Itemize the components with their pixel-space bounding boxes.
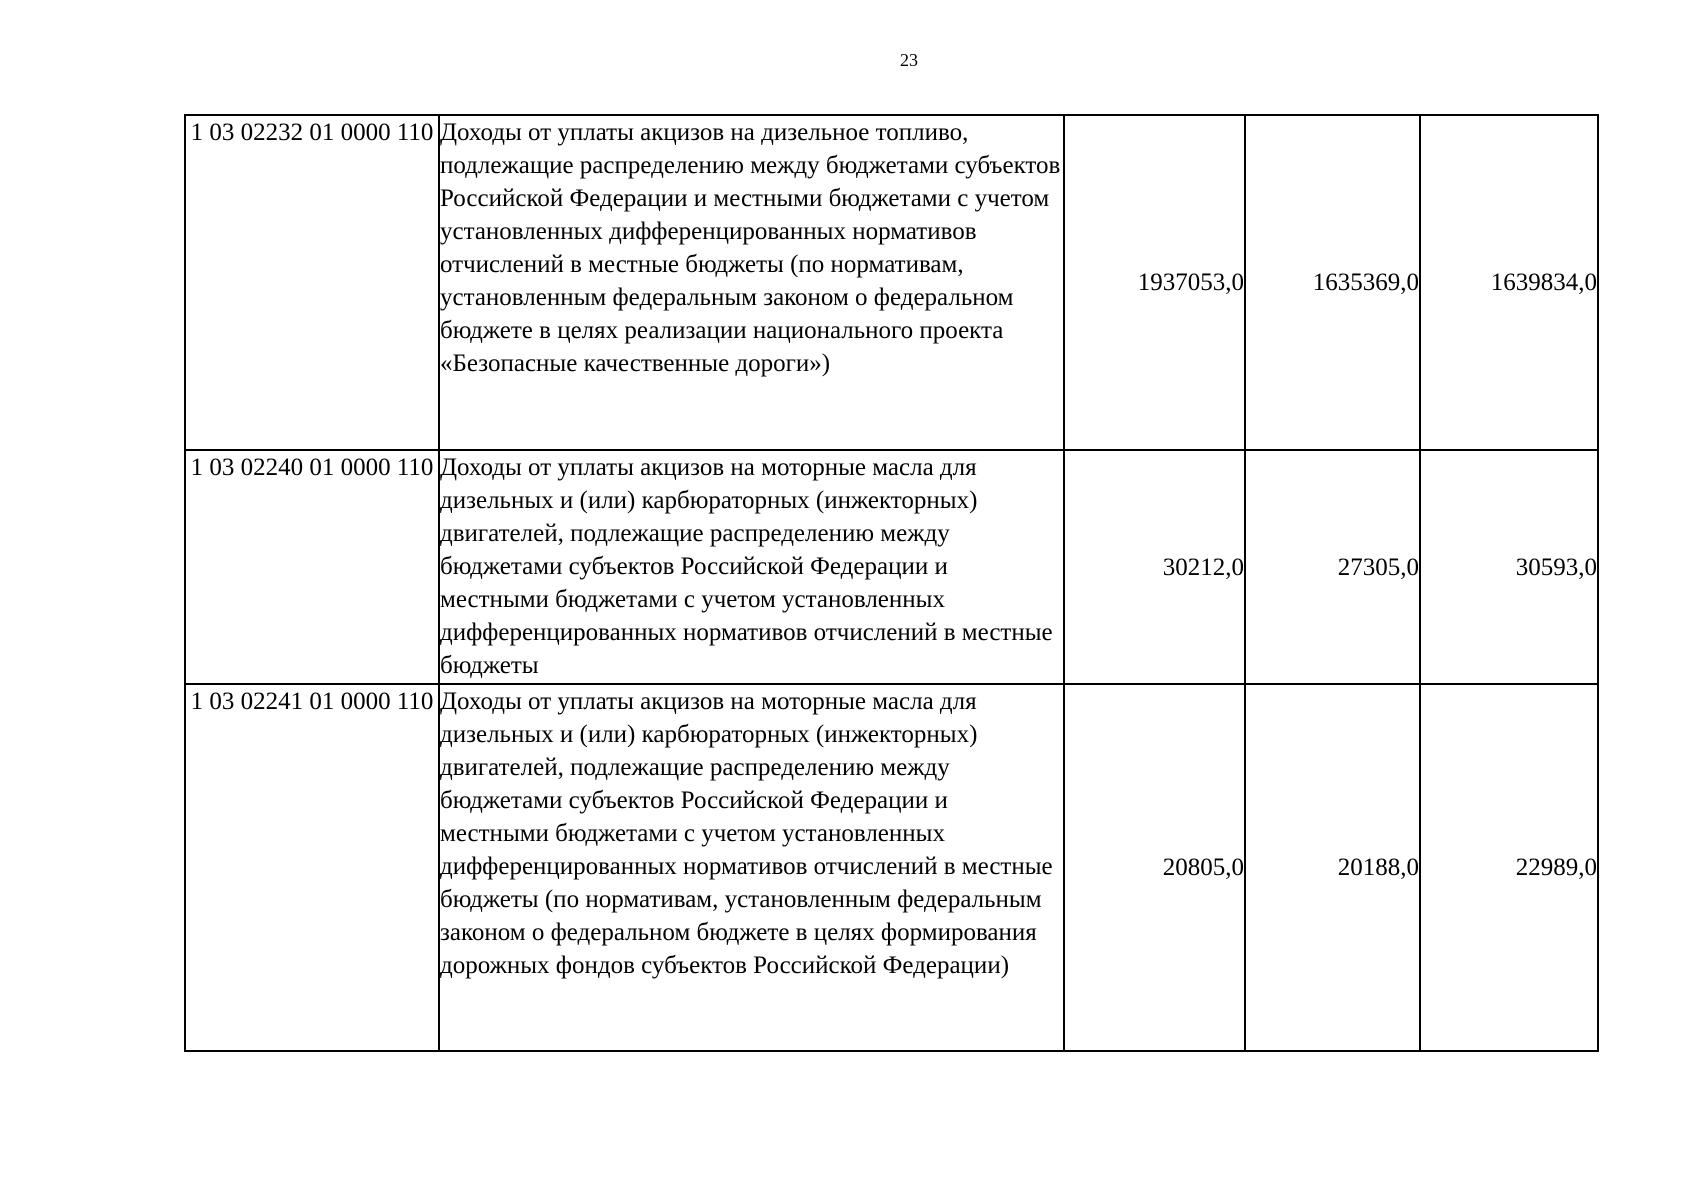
table-row (185, 450, 1598, 684)
page-number: 23 (900, 50, 918, 70)
amount-cell-3: 1639834,0 (1420, 115, 1598, 450)
amount-cell-2: 27305,0 (1245, 450, 1420, 684)
budget-code-cell: 1 03 02240 01 0000 110 (185, 450, 439, 684)
amount-cell-3: 22989,0 (1420, 684, 1598, 1051)
table-row (185, 115, 1598, 450)
revenue-table (184, 114, 1599, 1052)
revenue-description-cell: Доходы от уплаты акцизов на дизельное топливо, подлежащие распределению между бюджетами субъектов Российской Федерации и местными бюджетами с учетом установленных дифференцированных нормативов отчислений в местные бюджеты (по нормативам, установленным федеральным законом о федеральном бюджете в целях реализации национального проекта «Безопасные качественные дороги») (439, 115, 1064, 450)
budget-code-cell: 1 03 02232 01 0000 110 (185, 115, 439, 450)
budget-code-cell: 1 03 02241 01 0000 110 (185, 684, 439, 1051)
amount-cell-2: 20188,0 (1245, 684, 1420, 1051)
amount-cell-1: 20805,0 (1064, 684, 1245, 1051)
revenue-description-cell: Доходы от уплаты акцизов на моторные масла для дизельных и (или) карбюраторных (инжекторных) двигателей, подлежащие распределению между бюджетами субъектов Российской Федерации и местными бюджетами с учетом установленных дифференцированных нормативов отчислений в местные бюджеты (439, 450, 1064, 684)
revenue-description-cell: Доходы от уплаты акцизов на моторные масла для дизельных и (или) карбюраторных (инжекторных) двигателей, подлежащие распределению между бюджетами субъектов Российской Федерации и местными бюджетами с учетом установленных дифференцированных нормативов отчислений в местные бюджеты (по нормативам, установленным федеральным законом о федеральном бюджете в целях формирования дорожных фондов субъектов Российской Федерации) (439, 684, 1064, 1051)
table-row (185, 684, 1598, 1051)
amount-cell-1: 1937053,0 (1064, 115, 1245, 450)
amount-cell-1: 30212,0 (1064, 450, 1245, 684)
amount-cell-3: 30593,0 (1420, 450, 1598, 684)
amount-cell-2: 1635369,0 (1245, 115, 1420, 450)
